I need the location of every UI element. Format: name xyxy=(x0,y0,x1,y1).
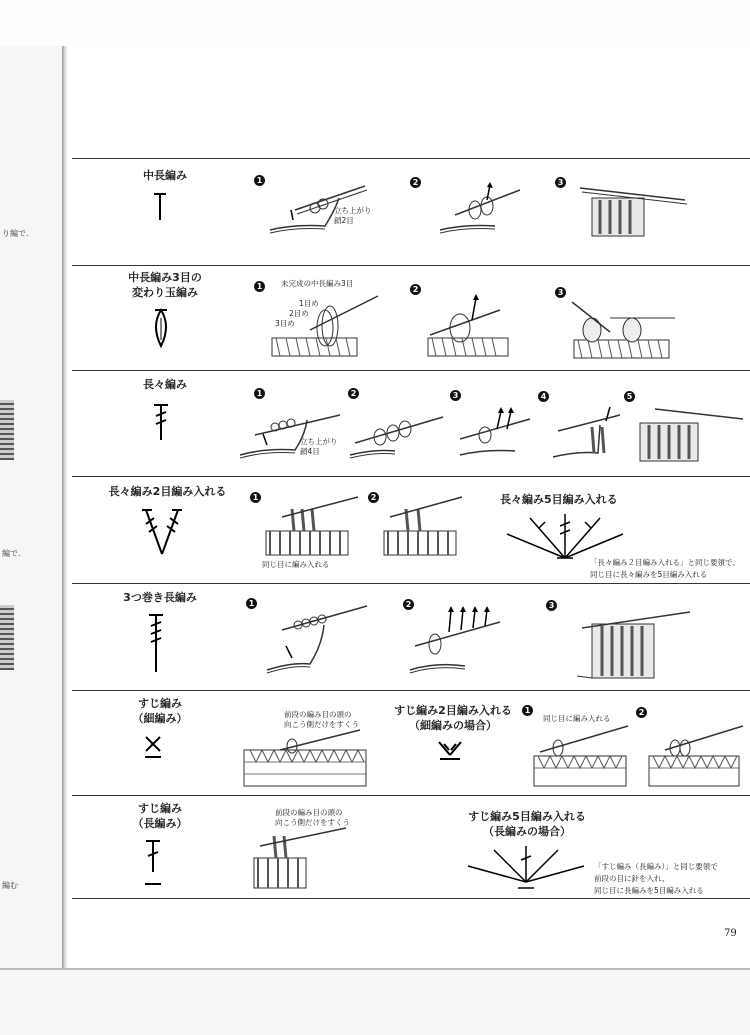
step-number: 1 xyxy=(246,598,257,609)
step-number: 1 xyxy=(522,705,533,716)
puff-step3-illustration xyxy=(570,292,680,364)
dtr-note: 立ち上がり xyxy=(300,437,338,446)
puff-stitch-symbol xyxy=(150,306,172,352)
puff-note: 1目め xyxy=(299,299,319,308)
puff-note: 2目め xyxy=(289,309,309,318)
row-label-sc-blo xyxy=(120,696,200,726)
puff-step1-illustration xyxy=(270,290,380,362)
dc-blo-inc-symbol xyxy=(466,844,586,892)
section-divider xyxy=(72,583,750,584)
hdc-symbol xyxy=(150,192,170,222)
row-label-trtr: 3つ巻き長編み xyxy=(123,591,197,604)
dc-blo-note: 向こう側だけをすくう xyxy=(275,818,350,827)
section-divider xyxy=(72,265,750,266)
sublabel-sc-blo-inc xyxy=(393,703,513,733)
previous-page-note: 編む xyxy=(2,881,18,890)
dc-blo-note: 前段の編み目の頭の xyxy=(275,808,343,817)
hdc-note: 鎖2目 xyxy=(334,216,354,225)
section-divider xyxy=(72,158,750,159)
section-divider xyxy=(72,690,750,691)
sc-blo-inc-note: 同じ目に編み入れる xyxy=(543,714,611,723)
row-label-dc-blo xyxy=(120,801,200,831)
hdc-note: 立ち上がり xyxy=(334,206,372,215)
row-label-hdc: 中長編み xyxy=(143,169,187,182)
puff-note: 未完成の中長編み3目 xyxy=(281,279,354,288)
step-number: 1 xyxy=(254,281,265,292)
row-label-line: 変わり玉編み xyxy=(132,286,198,299)
section-divider xyxy=(72,370,750,371)
dtr-step2-illustration xyxy=(345,405,445,465)
step-number: 3 xyxy=(546,600,557,611)
scan-top-border xyxy=(0,0,750,46)
sc-blo-illustration xyxy=(240,728,370,790)
trtr-step1-illustration xyxy=(262,600,372,680)
hdc-step3-illustration xyxy=(580,180,690,240)
previous-page-note: 編で. xyxy=(2,549,21,558)
puff-note: 3目め xyxy=(275,319,295,328)
step-number: 3 xyxy=(450,390,461,401)
row-label-hdc3-puff xyxy=(110,270,220,300)
step-number: 5 xyxy=(624,391,635,402)
puff-step2-illustration xyxy=(420,290,520,362)
step-number: 2 xyxy=(348,388,359,399)
section-divider xyxy=(72,795,750,796)
dtr-step1-illustration xyxy=(235,400,345,465)
sc-blo-inc-step1-illustration xyxy=(530,722,630,790)
step-number: 2 xyxy=(403,599,414,610)
dtr5-inc-note: 「長々編み２目編み入れる」と同じ要領で、 xyxy=(590,558,740,567)
section-divider xyxy=(72,898,750,899)
row-label-line: （長編み） xyxy=(132,817,188,830)
step-number: 4 xyxy=(538,391,549,402)
row-label-dtr: 長々編み xyxy=(143,378,187,391)
dtr2-inc-symbol xyxy=(140,506,184,556)
step-number: 2 xyxy=(368,492,379,503)
step-number: 1 xyxy=(254,388,265,399)
dc-blo-illustration xyxy=(250,826,350,892)
step-number: 2 xyxy=(410,284,421,295)
dtr2-inc-step1-illustration xyxy=(262,495,362,560)
dtr-step3-illustration xyxy=(455,405,535,465)
dtr-symbol xyxy=(150,402,172,442)
dc-blo-inc-note: 同じ目に長編みを5目編み入れる xyxy=(594,886,704,895)
sc-blo-symbol xyxy=(142,734,164,760)
row-label-line: すじ編み xyxy=(138,697,182,710)
sublabel-line: すじ編み5目編み入れる xyxy=(468,810,586,823)
row-label-line: すじ編み xyxy=(138,802,182,815)
sublabel-line: （細編みの場合） xyxy=(409,719,497,732)
sc-blo-note: 前段の編み目の頭の xyxy=(284,710,352,719)
sublabel-dc-blo-inc xyxy=(462,809,592,839)
page-number: 79 xyxy=(724,928,737,939)
dtr-step5-illustration xyxy=(635,403,745,465)
hdc-step2-illustration xyxy=(435,180,525,240)
row-label-line: （細編み） xyxy=(132,712,188,725)
trtr-symbol xyxy=(145,612,167,674)
step-number: 1 xyxy=(250,492,261,503)
sc-blo-inc-step2-illustration xyxy=(645,722,745,790)
step-number: 2 xyxy=(636,707,647,718)
previous-page-note: り編で. xyxy=(2,229,29,238)
dtr5-inc-symbol xyxy=(505,512,625,562)
step-number: 2 xyxy=(410,177,421,188)
sublabel-dtr5-inc: 長々編み5目編み入れる xyxy=(500,493,618,506)
row-label-dtr2-inc: 長々編み2目編み入れる xyxy=(108,485,227,498)
previous-page-fabric-strip xyxy=(0,605,14,670)
dtr2-inc-step2-illustration xyxy=(380,495,465,560)
section-divider xyxy=(72,476,750,477)
previous-page-fabric-strip xyxy=(0,400,14,460)
trtr-step2-illustration xyxy=(405,604,505,680)
dtr2-inc-note: 同じ目に編み入れる xyxy=(262,560,330,569)
previous-page-edge xyxy=(0,46,63,968)
dtr-step4-illustration xyxy=(548,405,623,465)
sublabel-line: （長編みの場合） xyxy=(483,825,571,838)
sc-blo-inc-symbol xyxy=(436,738,464,762)
sc-blo-note: 向こう側だけをすくう xyxy=(284,720,359,729)
trtr-step3-illustration xyxy=(572,606,692,684)
scan-bottom-border xyxy=(0,968,750,1035)
row-label-line: 中長編み3目の xyxy=(128,271,202,284)
dc-blo-inc-note: 「すじ編み（長編み）」と同じ要領で xyxy=(594,862,718,871)
step-number: 3 xyxy=(555,287,566,298)
step-number: 3 xyxy=(555,177,566,188)
dtr5-inc-note: 同じ目に長々編みを5目編み入れる xyxy=(590,570,708,579)
sublabel-line: すじ編み2目編み入れる xyxy=(394,704,512,717)
step-number: 1 xyxy=(254,175,265,186)
dc-blo-inc-note: 前段の目に針を入れ、 xyxy=(594,874,670,883)
dc-blo-symbol xyxy=(142,838,164,888)
dtr-note: 鎖4目 xyxy=(300,447,320,456)
